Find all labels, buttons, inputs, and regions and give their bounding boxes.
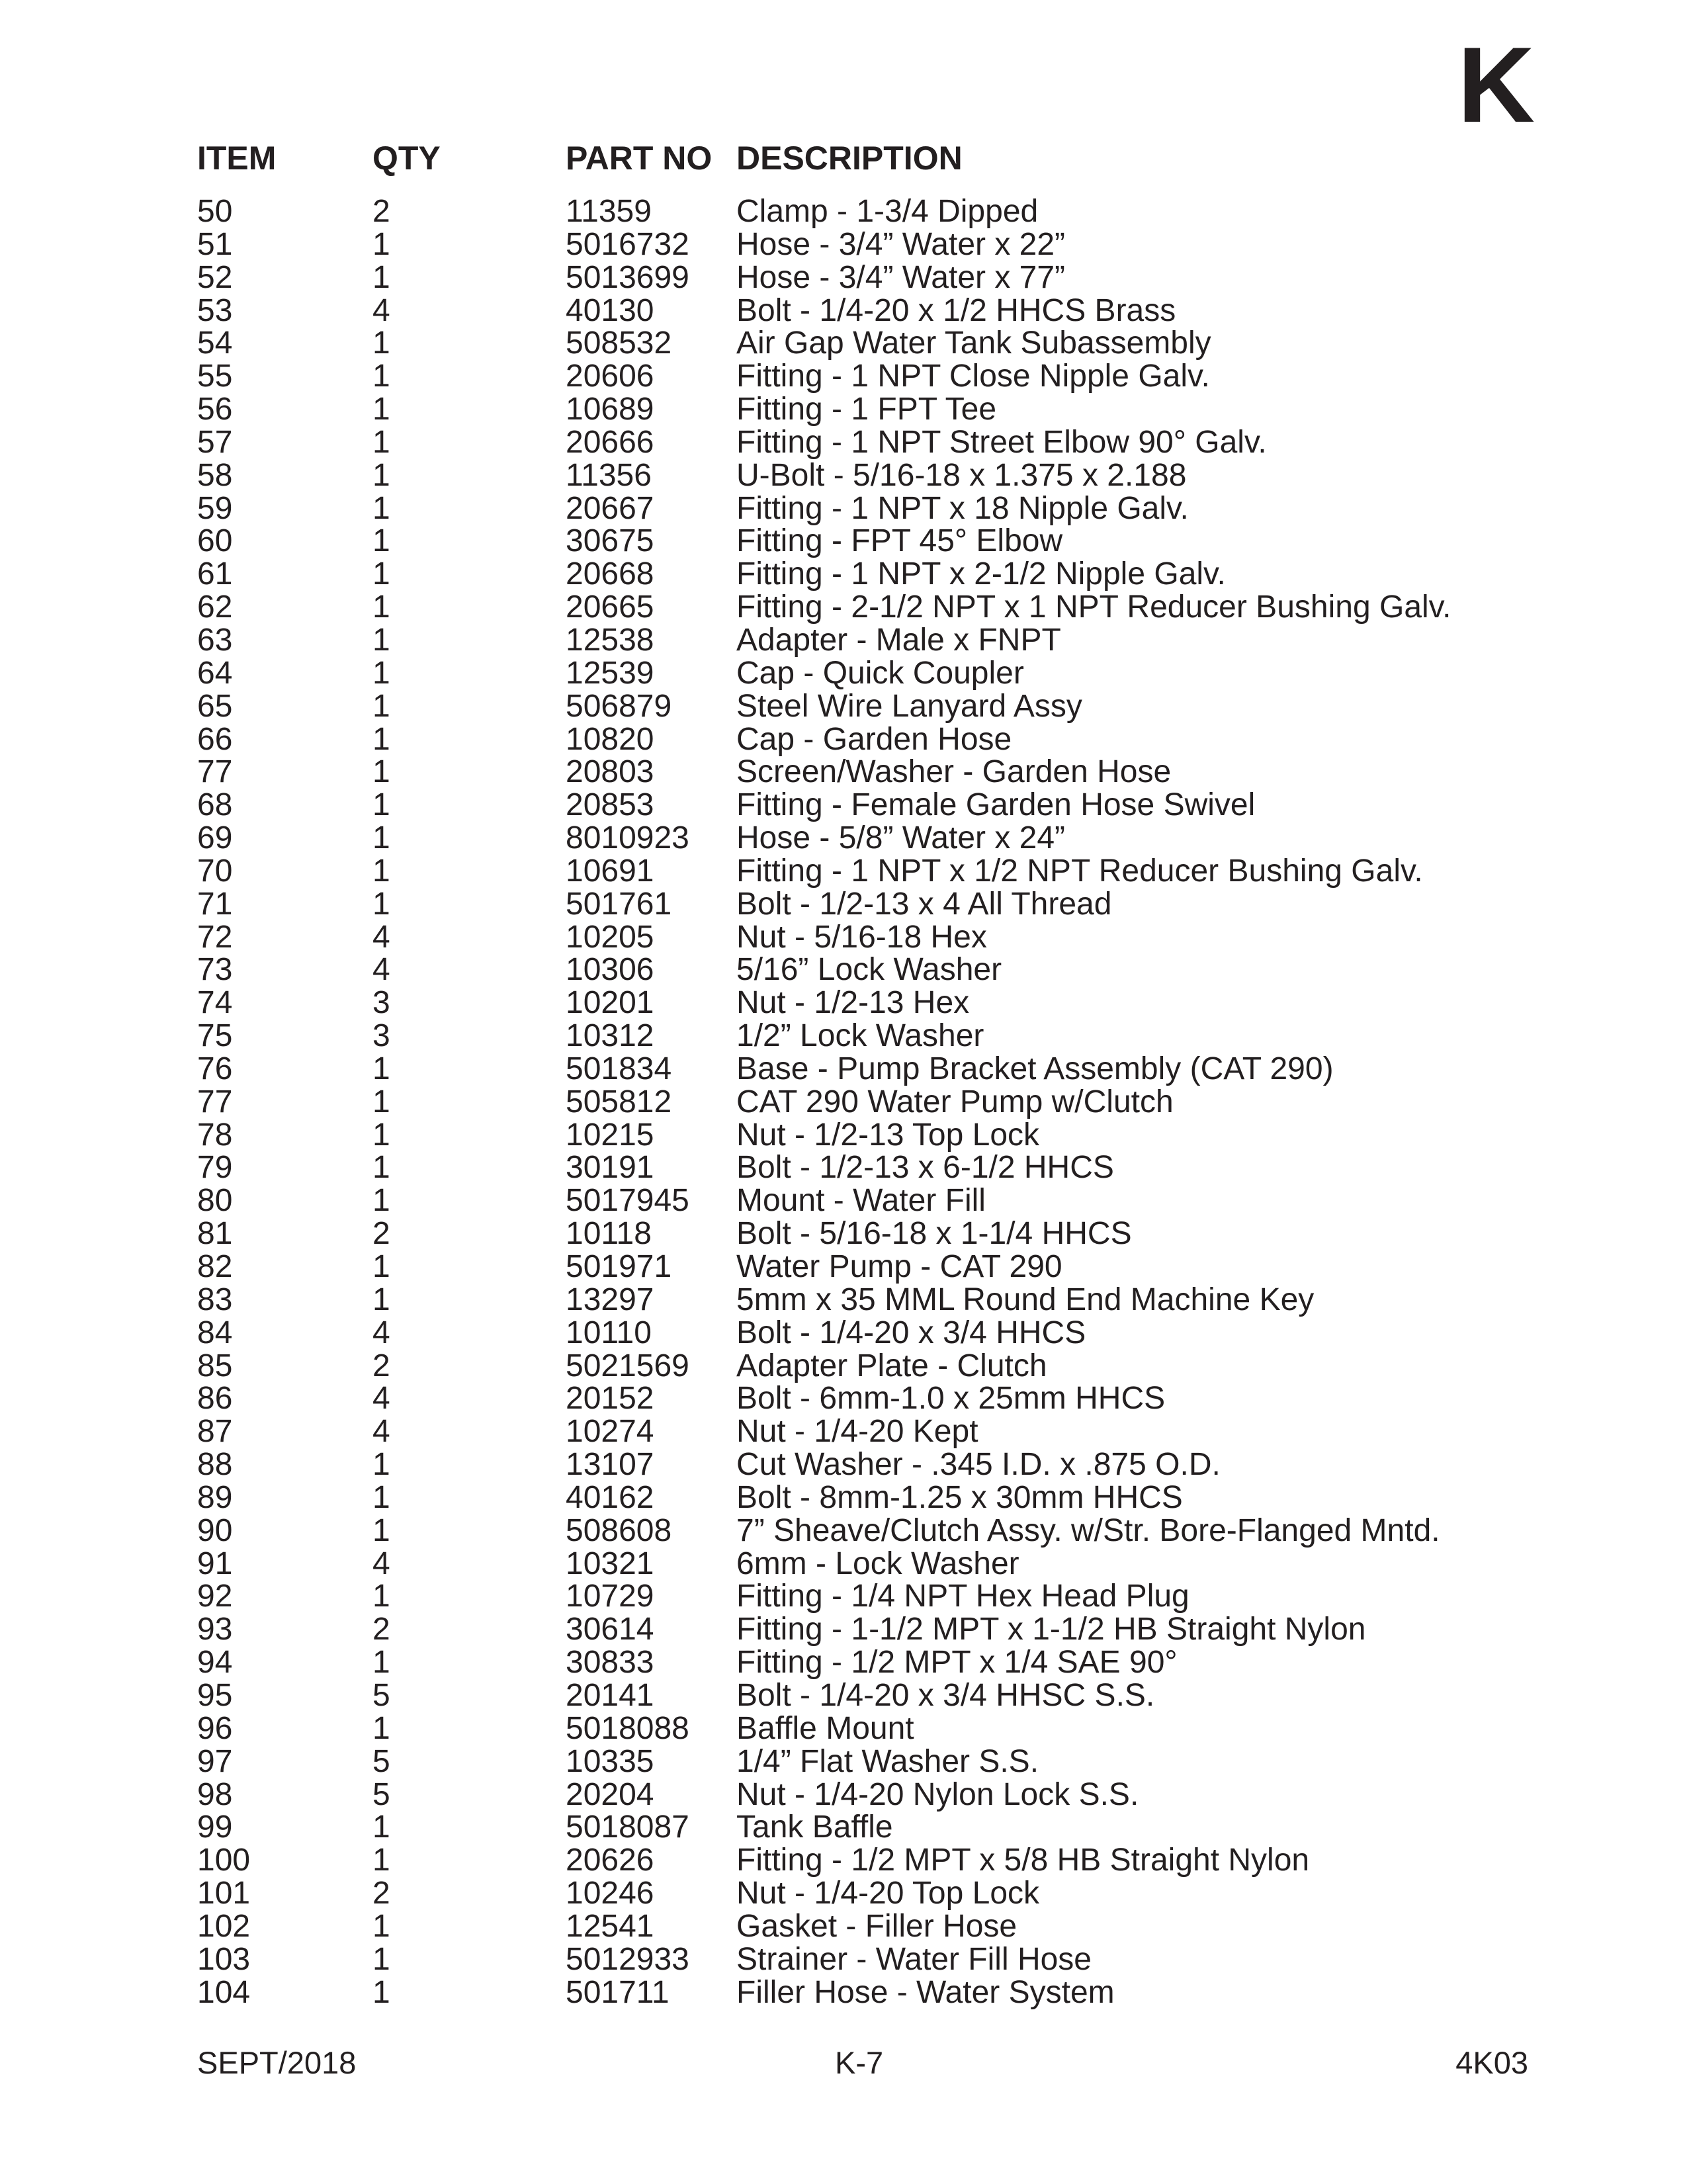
description: Bolt - 1/2-13 x 4 All Thread: [736, 886, 1112, 922]
quantity: 4: [372, 292, 390, 328]
part-number: 10205: [566, 919, 654, 955]
description: Clamp - 1-3/4 Dipped: [736, 194, 1039, 229]
description: Nut - 1/4-20 Top Lock: [736, 1876, 1040, 1911]
table-row: [0, 1811, 1687, 1844]
part-number: 10118: [566, 1216, 652, 1252]
description: Hose - 3/4” Water x 77”: [736, 259, 1066, 295]
quantity: 1: [372, 1645, 390, 1681]
table-row: [0, 1350, 1687, 1383]
part-number: 508608: [566, 1512, 672, 1548]
table-row: [0, 690, 1687, 723]
table-row: [0, 1284, 1687, 1317]
item-number: 101: [197, 1876, 251, 1911]
quantity: 1: [372, 1084, 390, 1119]
table-row: [0, 1910, 1687, 1943]
quantity: 1: [372, 1579, 390, 1614]
description: Adapter Plate - Clutch: [736, 1348, 1047, 1383]
quantity: 1: [372, 523, 390, 559]
item-number: 55: [197, 359, 233, 394]
quantity: 3: [372, 985, 390, 1021]
quantity: 1: [372, 457, 390, 493]
quantity: 1: [372, 655, 390, 691]
table-row: [0, 1679, 1687, 1712]
description: Fitting - 1-1/2 MPT x 1-1/2 HB Straight Nylon: [736, 1612, 1366, 1647]
quantity: 1: [372, 1117, 390, 1153]
description: 1/4” Flat Washer S.S.: [736, 1743, 1039, 1779]
item-number: 59: [197, 490, 233, 526]
description: Nut - 1/2-13 Hex: [736, 985, 970, 1021]
table-row: [0, 525, 1687, 558]
table-row: [0, 657, 1687, 690]
table-row: [0, 195, 1687, 228]
part-number: 10274: [566, 1414, 654, 1450]
part-number: 20668: [566, 556, 654, 592]
quantity: 1: [372, 1810, 390, 1845]
item-number: 89: [197, 1479, 233, 1515]
quantity: 1: [372, 1974, 390, 2010]
quantity: 4: [372, 1414, 390, 1450]
table-row: [0, 953, 1687, 986]
footer-date: SEPT/2018: [197, 2045, 357, 2080]
table-row: [0, 1448, 1687, 1481]
part-number: 5012933: [566, 1941, 689, 1977]
quantity: 4: [372, 919, 390, 955]
item-number: 77: [197, 1084, 233, 1119]
part-number: 40162: [566, 1479, 654, 1515]
quantity: 4: [372, 1381, 390, 1417]
table-row: [0, 294, 1687, 328]
item-number: 77: [197, 754, 233, 790]
table-row: [0, 1250, 1687, 1284]
quantity: 1: [372, 424, 390, 460]
table-row: [0, 360, 1687, 393]
item-number: 50: [197, 194, 233, 229]
description: Hose - 3/4” Water x 22”: [736, 226, 1066, 262]
quantity: 1: [372, 853, 390, 889]
item-number: 63: [197, 622, 233, 658]
part-number: 11356: [566, 457, 652, 493]
item-number: 76: [197, 1051, 233, 1086]
description: Fitting - 1 FPT Tee: [736, 392, 997, 427]
item-number: 68: [197, 787, 233, 823]
quantity: 2: [372, 1876, 390, 1911]
item-number: 83: [197, 1282, 233, 1317]
part-number: 506879: [566, 688, 672, 724]
description: Bolt - 6mm-1.0 x 25mm HHCS: [736, 1381, 1166, 1417]
description: 1/2” Lock Washer: [736, 1018, 984, 1054]
description: Cap - Garden Hose: [736, 721, 1012, 757]
description: 7” Sheave/Clutch Assy. w/Str. Bore-Flanged Mntd.: [736, 1512, 1440, 1548]
part-number: 30614: [566, 1612, 654, 1647]
description: Adapter - Male x FNPT: [736, 622, 1061, 658]
quantity: 1: [372, 688, 390, 724]
part-number: 5017945: [566, 1183, 689, 1219]
part-number: 13107: [566, 1447, 654, 1483]
description: Gasket - Filler Hose: [736, 1908, 1017, 1944]
item-number: 86: [197, 1381, 233, 1417]
item-number: 84: [197, 1315, 233, 1350]
description: Bolt - 5/16-18 x 1-1/4 HHCS: [736, 1216, 1132, 1252]
item-number: 66: [197, 721, 233, 757]
quantity: 1: [372, 1710, 390, 1746]
table-row: [0, 1086, 1687, 1119]
part-number: 501834: [566, 1051, 672, 1086]
item-number: 64: [197, 655, 233, 691]
quantity: 1: [372, 1479, 390, 1515]
item-number: 70: [197, 853, 233, 889]
description: Strainer - Water Fill Hose: [736, 1941, 1092, 1977]
description: Base - Pump Bracket Assembly (CAT 290): [736, 1051, 1334, 1086]
item-number: 104: [197, 1974, 251, 2010]
description: 5mm x 35 MML Round End Machine Key: [736, 1282, 1315, 1317]
part-number: 10306: [566, 952, 654, 988]
part-number: 10335: [566, 1743, 654, 1779]
table-row: [0, 1778, 1687, 1812]
description: Air Gap Water Tank Subassembly: [736, 326, 1211, 361]
part-number: 5018087: [566, 1810, 689, 1845]
quantity: 1: [372, 1150, 390, 1186]
quantity: 1: [372, 392, 390, 427]
table-row: [0, 1646, 1687, 1679]
quantity: 1: [372, 1183, 390, 1219]
item-number: 72: [197, 919, 233, 955]
part-number: 20152: [566, 1381, 654, 1417]
table-row: [0, 855, 1687, 888]
table-row: [0, 1415, 1687, 1448]
part-number: 10691: [566, 853, 654, 889]
quantity: 1: [372, 490, 390, 526]
part-number: 20204: [566, 1776, 654, 1812]
page-footer: [0, 2044, 1687, 2084]
table-header: [0, 139, 1687, 179]
item-number: 93: [197, 1612, 233, 1647]
quantity: 1: [372, 590, 390, 625]
quantity: 1: [372, 556, 390, 592]
item-number: 60: [197, 523, 233, 559]
description: Fitting - 1 NPT x 2-1/2 Nipple Galv.: [736, 556, 1226, 592]
part-number: 20141: [566, 1677, 654, 1713]
item-number: 91: [197, 1546, 233, 1581]
quantity: 1: [372, 1908, 390, 1944]
item-number: 98: [197, 1776, 233, 1812]
part-number: 30833: [566, 1645, 654, 1681]
item-number: 53: [197, 292, 233, 328]
table-row: [0, 1548, 1687, 1581]
item-number: 79: [197, 1150, 233, 1186]
quantity: 1: [372, 259, 390, 295]
description: Bolt - 1/4-20 x 3/4 HHSC S.S.: [736, 1677, 1155, 1713]
column-header-item: ITEM: [197, 140, 277, 177]
part-number: 20626: [566, 1843, 654, 1878]
table-row: [0, 492, 1687, 525]
item-number: 92: [197, 1579, 233, 1614]
part-number: 40130: [566, 292, 654, 328]
description: Filler Hose - Water System: [736, 1974, 1115, 2010]
part-number: 12541: [566, 1908, 654, 1944]
table-row: [0, 1580, 1687, 1613]
item-number: 69: [197, 820, 233, 856]
item-number: 94: [197, 1645, 233, 1681]
quantity: 1: [372, 1282, 390, 1317]
quantity: 4: [372, 1315, 390, 1350]
part-number: 501761: [566, 886, 672, 922]
description: 5/16” Lock Washer: [736, 952, 1002, 988]
description: Fitting - 1 NPT Street Elbow 90° Galv.: [736, 424, 1267, 460]
part-number: 20803: [566, 754, 654, 790]
quantity: 4: [372, 1546, 390, 1581]
table-row: [0, 1745, 1687, 1778]
part-number: 505812: [566, 1084, 672, 1119]
description: Hose - 5/8” Water x 24”: [736, 820, 1066, 856]
item-number: 74: [197, 985, 233, 1021]
quantity: 1: [372, 1249, 390, 1284]
table-row: [0, 1613, 1687, 1646]
item-number: 71: [197, 886, 233, 922]
description: Fitting - 1 NPT x 18 Nipple Galv.: [736, 490, 1189, 526]
column-header-description: DESCRIPTION: [736, 140, 963, 177]
quantity: 1: [372, 226, 390, 262]
column-header-qty: QTY: [372, 140, 441, 177]
quantity: 4: [372, 952, 390, 988]
part-number: 10201: [566, 985, 654, 1021]
table-row: [0, 986, 1687, 1020]
table-row: [0, 459, 1687, 492]
part-number: 20666: [566, 424, 654, 460]
quantity: 2: [372, 1216, 390, 1252]
table-row: [0, 1217, 1687, 1250]
description: Fitting - 1/2 MPT x 1/4 SAE 90°: [736, 1645, 1178, 1681]
description: Fitting - 2-1/2 NPT x 1 NPT Reducer Bushing Galv.: [736, 590, 1451, 625]
table-row: [0, 1712, 1687, 1745]
part-number: 5021569: [566, 1348, 689, 1383]
table-row: [0, 1481, 1687, 1514]
description: 6mm - Lock Washer: [736, 1546, 1019, 1581]
description: Fitting - Female Garden Hose Swivel: [736, 787, 1256, 823]
parts-list: [0, 195, 1687, 2009]
part-number: 20853: [566, 787, 654, 823]
part-number: 20665: [566, 590, 654, 625]
item-number: 57: [197, 424, 233, 460]
item-number: 62: [197, 590, 233, 625]
table-row: [0, 1317, 1687, 1350]
part-number: 10689: [566, 392, 654, 427]
item-number: 96: [197, 1710, 233, 1746]
table-row: [0, 1020, 1687, 1053]
description: Water Pump - CAT 290: [736, 1249, 1062, 1284]
description: Cap - Quick Coupler: [736, 655, 1024, 691]
part-number: 13297: [566, 1282, 654, 1317]
part-number: 10246: [566, 1876, 654, 1911]
table-row: [0, 1877, 1687, 1910]
item-number: 54: [197, 326, 233, 361]
item-number: 52: [197, 259, 233, 295]
item-number: 80: [197, 1183, 233, 1219]
table-row: [0, 426, 1687, 459]
item-number: 51: [197, 226, 233, 262]
description: U-Bolt - 5/16-18 x 1.375 x 2.188: [736, 457, 1187, 493]
table-row: [0, 888, 1687, 921]
part-number: 508532: [566, 326, 672, 361]
description: Fitting - 1 NPT x 1/2 NPT Reducer Bushing Galv.: [736, 853, 1423, 889]
item-number: 61: [197, 556, 233, 592]
footer-document-code: 4K03: [1455, 2045, 1528, 2080]
table-row: [0, 327, 1687, 360]
table-row: [0, 1053, 1687, 1086]
quantity: 1: [372, 820, 390, 856]
description: Bolt - 1/2-13 x 6-1/2 HHCS: [736, 1150, 1114, 1186]
part-number: 5013699: [566, 259, 689, 295]
item-number: 100: [197, 1843, 251, 1878]
item-number: 75: [197, 1018, 233, 1054]
quantity: 1: [372, 1843, 390, 1878]
column-header-part-no: PART NO: [566, 140, 713, 177]
table-row: [0, 1514, 1687, 1548]
item-number: 102: [197, 1908, 251, 1944]
description: Fitting - FPT 45° Elbow: [736, 523, 1063, 559]
table-row: [0, 591, 1687, 624]
footer-page-number: K-7: [835, 2045, 884, 2080]
part-number: 10215: [566, 1117, 654, 1153]
part-number: 11359: [566, 194, 652, 229]
table-row: [0, 624, 1687, 657]
description: Nut - 1/2-13 Top Lock: [736, 1117, 1040, 1153]
part-number: 5016732: [566, 226, 689, 262]
item-number: 56: [197, 392, 233, 427]
quantity: 1: [372, 359, 390, 394]
quantity: 1: [372, 1447, 390, 1483]
part-number: 20667: [566, 490, 654, 526]
description: Fitting - 1/4 NPT Hex Head Plug: [736, 1579, 1190, 1614]
description: Screen/Washer - Garden Hose: [736, 754, 1172, 790]
item-number: 99: [197, 1810, 233, 1845]
item-number: 78: [197, 1117, 233, 1153]
quantity: 1: [372, 1941, 390, 1977]
part-number: 10312: [566, 1018, 654, 1054]
quantity: 2: [372, 194, 390, 229]
item-number: 58: [197, 457, 233, 493]
table-row: [0, 393, 1687, 426]
part-number: 12539: [566, 655, 654, 691]
part-number: 10321: [566, 1546, 654, 1581]
part-number: 20606: [566, 359, 654, 394]
table-row: [0, 558, 1687, 591]
table-row: [0, 1976, 1687, 2009]
description: Bolt - 8mm-1.25 x 30mm HHCS: [736, 1479, 1183, 1515]
description: Fitting - 1 NPT Close Nipple Galv.: [736, 359, 1210, 394]
table-row: [0, 1382, 1687, 1415]
description: Fitting - 1/2 MPT x 5/8 HB Straight Nylon: [736, 1843, 1310, 1878]
item-number: 87: [197, 1414, 233, 1450]
item-number: 65: [197, 688, 233, 724]
quantity: 5: [372, 1743, 390, 1779]
part-number: 10820: [566, 721, 654, 757]
quantity: 1: [372, 1512, 390, 1548]
quantity: 2: [372, 1612, 390, 1647]
description: Mount - Water Fill: [736, 1183, 986, 1219]
item-number: 81: [197, 1216, 233, 1252]
quantity: 1: [372, 721, 390, 757]
table-row: [0, 723, 1687, 756]
description: Bolt - 1/4-20 x 3/4 HHCS: [736, 1315, 1086, 1350]
quantity: 1: [372, 326, 390, 361]
item-number: 97: [197, 1743, 233, 1779]
table-row: [0, 228, 1687, 261]
quantity: 1: [372, 754, 390, 790]
table-row: [0, 261, 1687, 294]
item-number: 85: [197, 1348, 233, 1383]
part-number: 8010923: [566, 820, 689, 856]
part-number: 5018088: [566, 1710, 689, 1746]
quantity: 1: [372, 1051, 390, 1086]
section-letter: K: [1457, 25, 1535, 145]
part-number: 501971: [566, 1249, 672, 1284]
part-number: 10729: [566, 1579, 654, 1614]
item-number: 90: [197, 1512, 233, 1548]
quantity: 2: [372, 1348, 390, 1383]
description: Nut - 5/16-18 Hex: [736, 919, 987, 955]
quantity: 1: [372, 886, 390, 922]
table-row: [0, 1151, 1687, 1184]
table-row: [0, 921, 1687, 954]
table-row: [0, 1844, 1687, 1877]
item-number: 95: [197, 1677, 233, 1713]
part-number: 12538: [566, 622, 654, 658]
description: Steel Wire Lanyard Assy: [736, 688, 1082, 724]
table-row: [0, 1119, 1687, 1152]
table-row: [0, 1184, 1687, 1217]
quantity: 3: [372, 1018, 390, 1054]
description: Tank Baffle: [736, 1810, 893, 1845]
quantity: 1: [372, 622, 390, 658]
table-row: [0, 789, 1687, 822]
item-number: 103: [197, 1941, 251, 1977]
quantity: 5: [372, 1776, 390, 1812]
item-number: 73: [197, 952, 233, 988]
description: Bolt - 1/4-20 x 1/2 HHCS Brass: [736, 292, 1176, 328]
table-row: [0, 756, 1687, 789]
description: CAT 290 Water Pump w/Clutch: [736, 1084, 1174, 1119]
description: Nut - 1/4-20 Nylon Lock S.S.: [736, 1776, 1139, 1812]
description: Nut - 1/4-20 Kept: [736, 1414, 978, 1450]
description: Cut Washer - .345 I.D. x .875 O.D.: [736, 1447, 1221, 1483]
table-row: [0, 822, 1687, 855]
item-number: 88: [197, 1447, 233, 1483]
quantity: 5: [372, 1677, 390, 1713]
part-number: 10110: [566, 1315, 652, 1350]
part-number: 501711: [566, 1974, 670, 2010]
item-number: 82: [197, 1249, 233, 1284]
table-row: [0, 1943, 1687, 1976]
part-number: 30191: [566, 1150, 654, 1186]
part-number: 30675: [566, 523, 654, 559]
quantity: 1: [372, 787, 390, 823]
description: Baffle Mount: [736, 1710, 914, 1746]
